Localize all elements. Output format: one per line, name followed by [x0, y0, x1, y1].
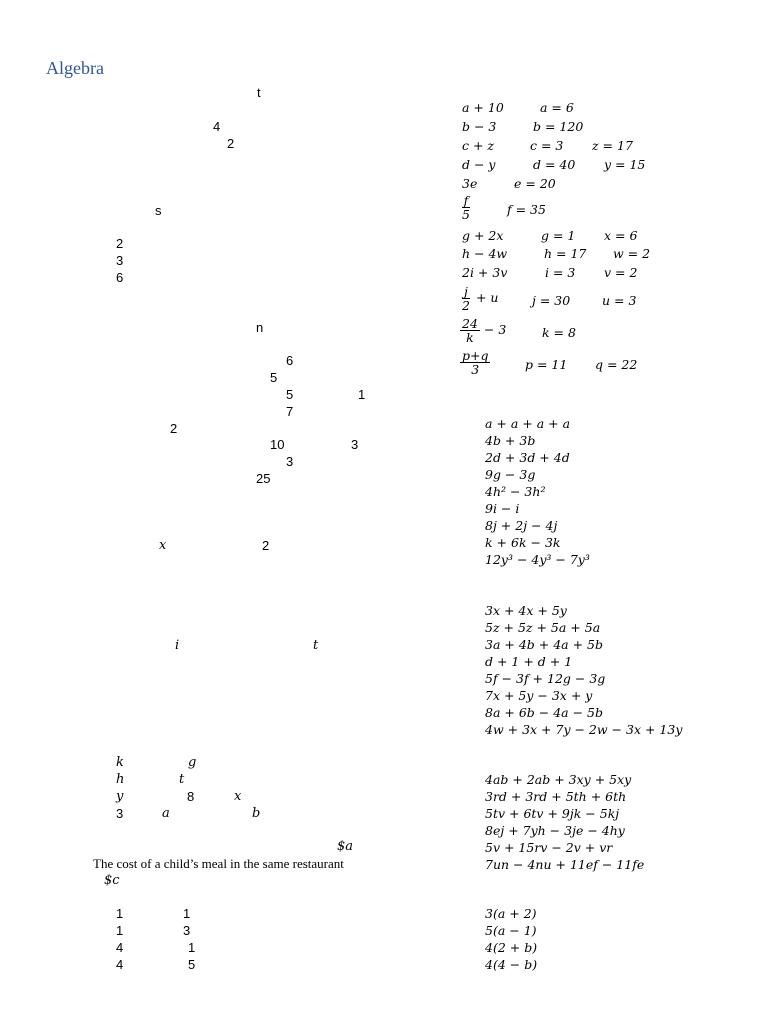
expression: 5(a − 1) [485, 923, 537, 938]
fragment: 5 [188, 957, 196, 972]
fragment: 2 [170, 421, 178, 436]
expression: 2i + 3v [462, 265, 508, 280]
fragment: 2 [262, 538, 270, 553]
fragment: 5 [286, 387, 294, 402]
expression: 5v + 15rv − 2v + vr [485, 840, 613, 855]
expression: 3x + 4x + 5y [485, 603, 567, 618]
expression: 5z + 5z + 5a + 5a [485, 620, 601, 635]
fraction-expression: $\frac{j}{2}$ + u [462, 284, 499, 313]
expression: d − y [462, 157, 496, 172]
expression: 4h² − 3h² [485, 484, 546, 499]
value: h = 17 [544, 246, 587, 261]
fragment: a [162, 806, 170, 821]
fragment: t [179, 772, 185, 787]
expression: h − 4w [462, 246, 508, 261]
expression: g + 2x [462, 228, 504, 243]
fragment: y [116, 789, 124, 804]
fragment: 7 [286, 404, 294, 419]
fragment: s [155, 203, 162, 218]
fragment: 2 [227, 136, 235, 151]
fragment: 6 [116, 270, 124, 285]
value: z = 17 [592, 138, 633, 153]
expression: 3e [462, 176, 478, 191]
expression: 4ab + 2ab + 3xy + 5xy [485, 772, 632, 787]
expression: 5f − 3f + 12g − 3g [485, 671, 606, 686]
expression: b − 3 [462, 119, 497, 134]
value: j = 30 [532, 293, 571, 308]
value: a = 6 [540, 100, 574, 115]
fragment: 1 [116, 906, 124, 921]
fragment: 4 [116, 940, 124, 955]
fraction-expression: $\frac{f}{5}$ [462, 193, 470, 222]
expression: d + 1 + d + 1 [485, 654, 573, 669]
expression: 8a + 6b − 4a − 5b [485, 705, 603, 720]
fragment: 3 [351, 437, 359, 452]
expression: 4w + 3x + 7y − 2w − 3x + 13y [485, 722, 683, 737]
value: k = 8 [542, 325, 576, 340]
expression: 9i − i [485, 501, 520, 516]
value: q = 22 [595, 357, 638, 372]
fragment: 5 [270, 370, 278, 385]
fragment: t [257, 85, 261, 100]
fragment: x [159, 538, 167, 553]
expression: 4b + 3b [485, 433, 536, 448]
fragment: n [256, 320, 264, 335]
expression: 3a + 4b + 4a + 5b [485, 637, 603, 652]
fragment: $a [337, 839, 354, 854]
value: p = 11 [525, 357, 568, 372]
fragment: 3 [116, 253, 124, 268]
expression: 3(a + 2) [485, 906, 537, 921]
fragment: x [234, 789, 242, 804]
expression: k + 6k − 3k [485, 535, 561, 550]
fragment: 6 [286, 353, 294, 368]
fraction-expression: $\frac{24}{k}$ − 3 [462, 316, 507, 345]
expression: 3rd + 3rd + 5th + 6th [485, 789, 627, 804]
fragment: 10 [270, 437, 285, 452]
expression: c + z [462, 138, 495, 153]
fragment: b [252, 806, 261, 821]
value: g = 1 [541, 228, 576, 243]
fragment: g [188, 755, 197, 770]
value: v = 2 [604, 265, 638, 280]
fragment: 3 [116, 806, 124, 821]
fragment: h [116, 772, 125, 787]
fragment: 8 [187, 789, 195, 804]
fragment: 2 [116, 236, 124, 251]
value: d = 40 [533, 157, 576, 172]
fragment: $c [104, 873, 120, 888]
value: b = 120 [533, 119, 584, 134]
fragment: 25 [256, 471, 271, 486]
value: i = 3 [545, 265, 576, 280]
expression: 2d + 3d + 4d [485, 450, 570, 465]
value: c = 3 [530, 138, 564, 153]
expression: 7un − 4nu + 11ef − 11fe [485, 857, 645, 872]
fragment: 4 [116, 957, 124, 972]
fragment: 1 [358, 387, 366, 402]
expression: 8ej + 7yh − 3je − 4hy [485, 823, 625, 838]
expression: 4(2 + b) [485, 940, 538, 955]
expression: a + 10 [462, 100, 504, 115]
cost-sentence: The cost of a child’s meal in the same restaurant [93, 856, 344, 871]
page-title: Algebra [46, 58, 104, 78]
value: u = 3 [602, 293, 637, 308]
value: x = 6 [604, 228, 638, 243]
expression: 5tv + 6tv + 9jk − 5kj [485, 806, 620, 821]
expression: 12y³ − 4y³ − 7y³ [485, 552, 590, 567]
expression: 9g − 3g [485, 467, 536, 482]
value: f = 35 [507, 202, 546, 217]
value: w = 2 [613, 246, 651, 261]
fragment: 4 [213, 119, 221, 134]
fragment: 1 [116, 923, 124, 938]
fragment: 3 [183, 923, 191, 938]
fraction-expression: $\frac{p+q}{3}$ [462, 348, 489, 377]
fragment: 1 [188, 940, 196, 955]
fragment: k [116, 755, 124, 770]
expression: 8j + 2j − 4j [485, 518, 558, 533]
expression: a + a + a + a [485, 416, 571, 431]
fragment: t [313, 638, 319, 653]
value: e = 20 [514, 176, 556, 191]
fragment: i [175, 638, 180, 653]
fragment: 3 [286, 454, 294, 469]
expression: 4(4 − b) [485, 957, 538, 972]
expression: 7x + 5y − 3x + y [485, 688, 593, 703]
fragment: 1 [183, 906, 191, 921]
value: y = 15 [604, 157, 646, 172]
